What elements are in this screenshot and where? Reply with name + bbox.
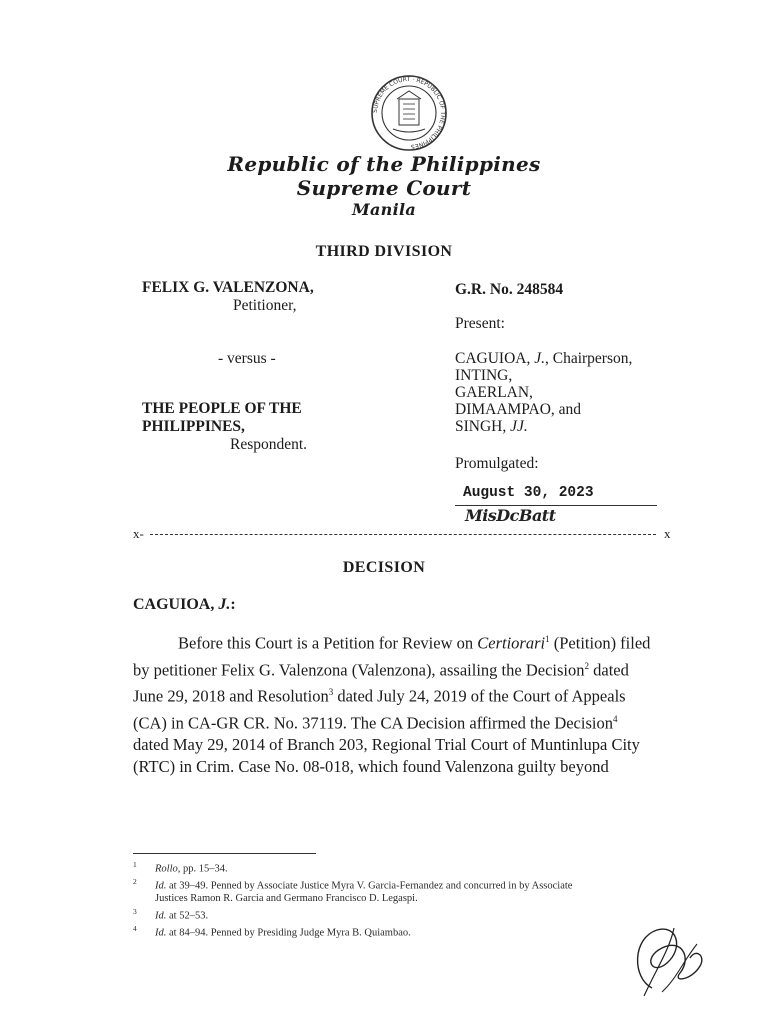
initials-signature (622, 918, 712, 1002)
case-number: G.R. No. 248584 (455, 281, 564, 298)
paragraph-line: dated May 29, 2014 of Branch 203, Regional Trial Court of Muntinlupa City (133, 735, 640, 754)
respondent-name-line1: THE PEOPLE OF THE (142, 400, 302, 417)
decision-paragraph (133, 628, 674, 778)
versus-label: - versus - (218, 350, 276, 367)
justice-line-3: GAERLAN, (455, 384, 533, 401)
footnote-item: $^2$ Id. at 39–49. Penned by Associate Justice Myra V. Garcia-Fernandez and concurred in by Associate (133, 877, 573, 892)
promulgated-date: August 30, 2023 (463, 485, 594, 501)
justice-line-4: DIMAAMPAO, and (455, 401, 582, 418)
petitioner-name: FELIX G. VALENZONA, (142, 279, 314, 296)
footnote-item: Justices Ramon R. Garcia and Germano Francisco D. Legaspi. (155, 893, 418, 904)
respondent-role: Respondent. (230, 436, 308, 453)
ponente-line: CAGUIOA, J.: (133, 596, 236, 613)
separator-start: x- (133, 526, 144, 541)
present-label: Present: (455, 315, 505, 332)
paragraph-line: Before this Court is a Petition for Review on Certiorari$^1$ (Petition) filed (178, 633, 651, 653)
footnote-item: $^4$ Id. at 84–94. Penned by Presiding Judge Myra B. Quiambao. (133, 923, 411, 938)
decision-title: DECISION (342, 559, 426, 576)
paragraph-line: (CA) in CA-GR CR. No. 37119. The CA Decision affirmed the Decision$^4$ (133, 713, 618, 732)
division-title: THIRD DIVISION (315, 243, 453, 260)
justice-line-1: CAGUIOA, J., Chairperson, (455, 350, 633, 367)
footnote-item: $^1$ Rollo, pp. 15–34. (133, 860, 228, 875)
separator-dashes (150, 534, 656, 535)
clerk-signature: MisDcBatt (465, 506, 556, 525)
footnotes (133, 859, 693, 940)
petitioner-role: Petitioner, (233, 297, 297, 314)
header-republic: Republic of the Philippines (227, 152, 541, 176)
footnote-item: $^3$ Id. at 52–53. (133, 906, 209, 921)
separator-end: x (664, 526, 671, 541)
header-supreme-court: Supreme Court (296, 176, 472, 200)
paragraph-line: (RTC) in Crim. Case No. 08-018, which found Valenzona guilty beyond (133, 757, 609, 776)
respondent-name-line2: PHILIPPINES, (142, 418, 245, 435)
justice-line-5: SINGH, JJ. (455, 418, 528, 435)
supreme-court-seal (369, 73, 449, 153)
promulgated-label: Promulgated: (455, 455, 539, 472)
paragraph-line: by petitioner Felix G. Valenzona (Valenzona), assailing the Decision$^2$ dated (133, 660, 629, 679)
footnote-rule (133, 853, 316, 854)
svg-text:SUPREME COURT · REPUBLIC OF TH: SUPREME COURT · REPUBLIC OF THE PHILIPPINES (371, 75, 447, 150)
header-manila: Manila (351, 200, 417, 219)
paragraph-line: June 29, 2018 and Resolution$^3$ dated July 24, 2019 of the Court of Appeals (133, 686, 626, 706)
justice-line-2: INTING, (455, 367, 513, 384)
